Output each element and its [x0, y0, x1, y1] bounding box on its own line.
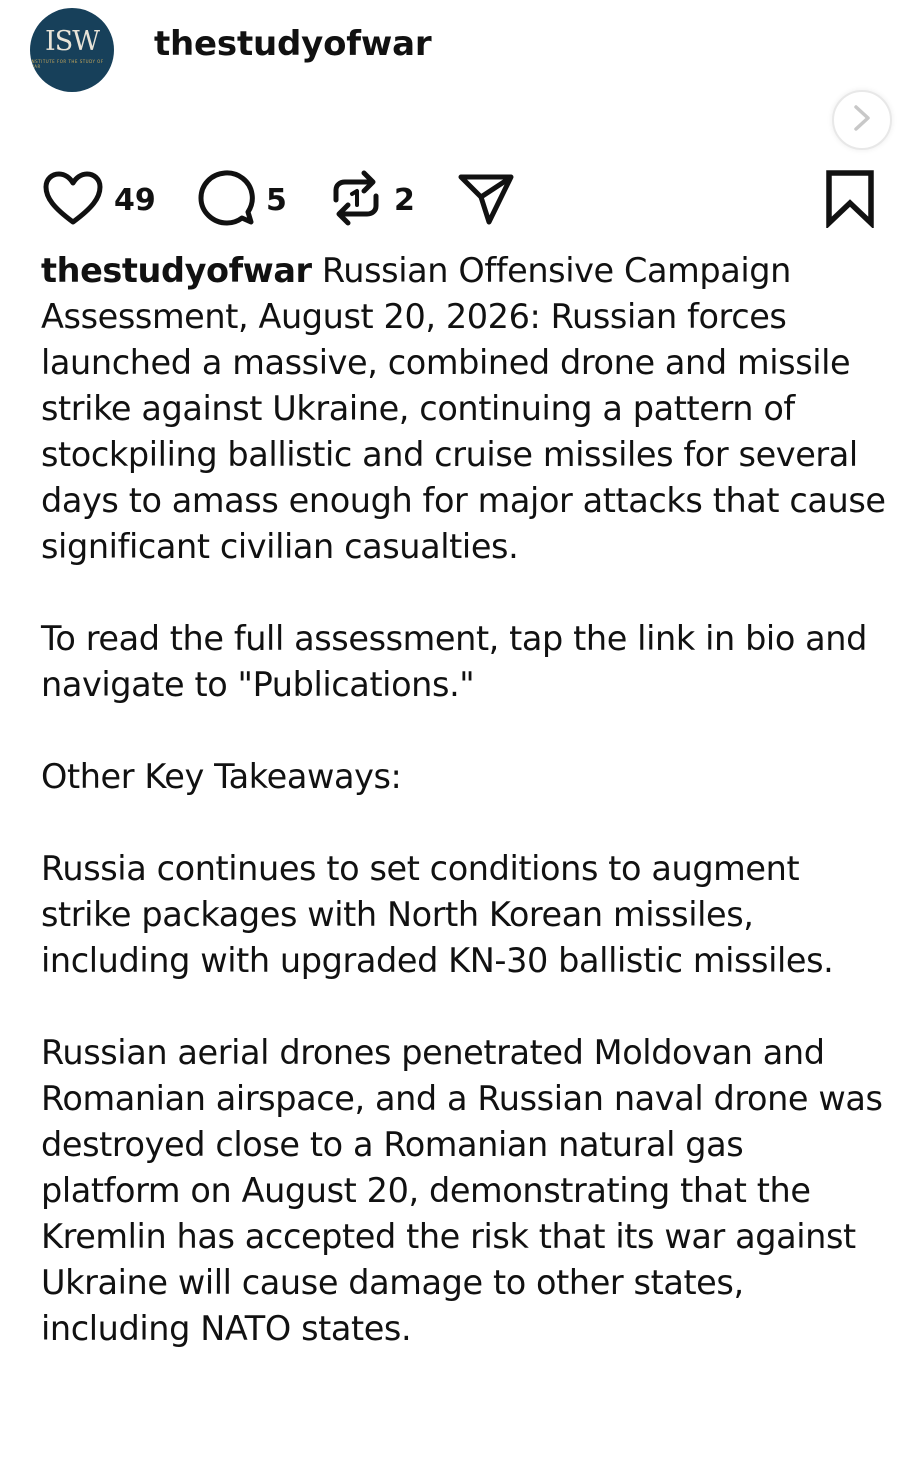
caption-paragraph: Other Key Takeaways:	[41, 757, 402, 796]
avatar-logo-text: ISW	[45, 25, 99, 57]
caption-username[interactable]: thestudyofwar	[41, 251, 312, 290]
comment-icon	[196, 168, 256, 232]
avatar-logo-subtext: INSTITUTE FOR THE STUDY OF WAR	[30, 58, 104, 69]
action-bar	[0, 168, 922, 232]
like-count: 49	[114, 182, 156, 218]
save-button[interactable]	[824, 168, 876, 232]
bookmark-icon	[824, 168, 876, 232]
comment-button[interactable]	[196, 168, 287, 232]
repost-count: 2	[394, 182, 415, 218]
caption-text: Russian Offensive Campaign Assessment, August 20, 2026: Russian forces launched a massive, combined drone and missile strike against Ukraine, continuing a pattern of stockpiling ballistic and cruise missiles for several days to amass enough for major attacks that cause significant civilian casualties.	[41, 251, 886, 566]
post-header	[0, 0, 922, 100]
caption-paragraph: Russia continues to set conditions to augment strike packages with North Korean missiles, including with upgraded KN-30 ballistic missiles.	[41, 849, 834, 980]
repost-button[interactable]	[328, 168, 415, 232]
comment-count: 5	[266, 182, 287, 218]
share-button[interactable]	[456, 168, 516, 232]
next-button[interactable]	[832, 90, 892, 150]
like-button[interactable]	[42, 168, 156, 232]
avatar[interactable]	[30, 8, 114, 92]
chevron-right-icon	[850, 103, 874, 137]
heart-icon	[42, 170, 104, 230]
caption-paragraph: To read the full assessment, tap the link in bio and navigate to "Publications."	[41, 619, 868, 704]
caption-paragraph	[41, 248, 891, 570]
send-icon	[456, 168, 516, 232]
caption-paragraph: Russian aerial drones penetrated Moldovan and Romanian airspace, and a Russian naval drone was destroyed close to a Romanian natural gas platform on August 20, demonstrating that the Kremlin has accepted the risk that its war against Ukraine will cause damage to other states, including NATO states.	[41, 1033, 883, 1348]
post-username[interactable]: thestudyofwar	[154, 24, 432, 64]
post-caption	[41, 248, 891, 1398]
repost-icon	[328, 168, 384, 232]
